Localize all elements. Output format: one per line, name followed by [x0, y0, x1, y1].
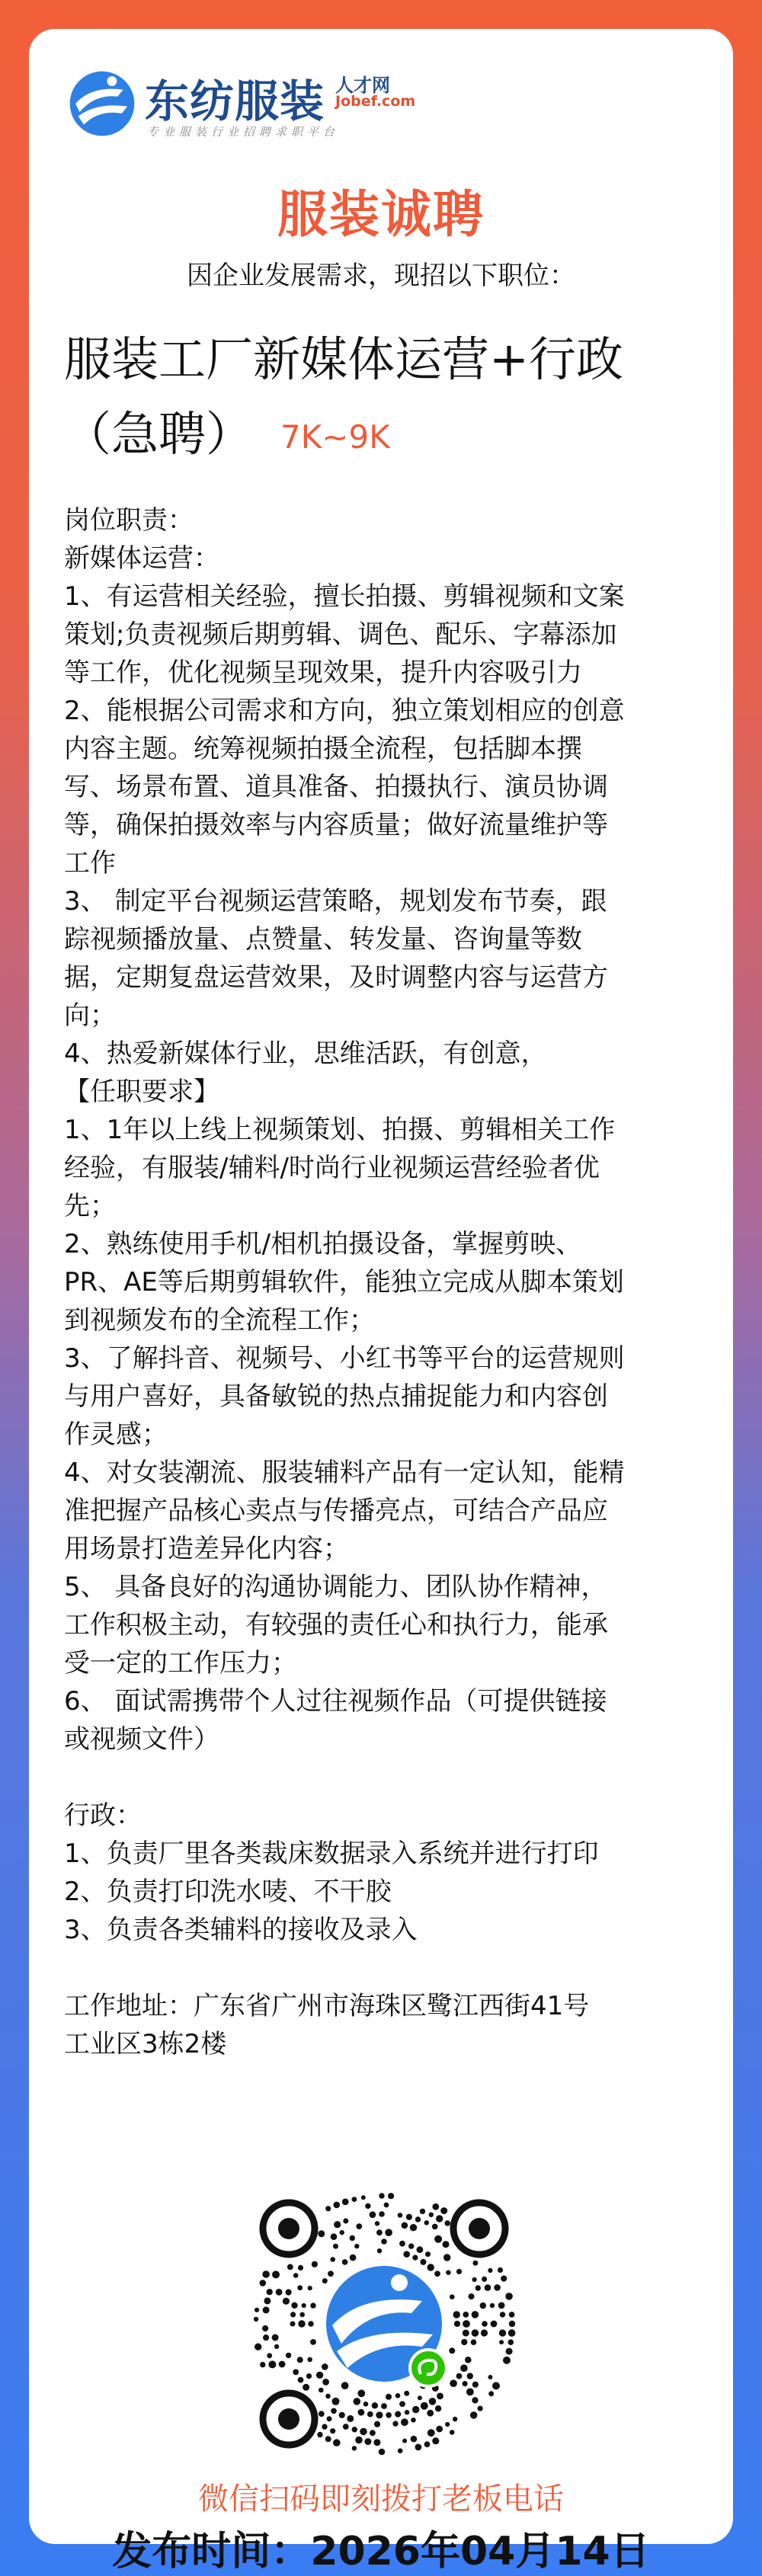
- qr-caption: 微信扫码即刻拨打老板电话: [198, 2482, 564, 2517]
- wechat-qr-code[interactable]: [247, 2187, 521, 2461]
- salary-range: 7K~9K: [280, 418, 390, 456]
- description-line: 1、1年以上线上视频策划、拍摄、剪辑相关工作: [64, 1115, 616, 1145]
- description-line: 先；: [64, 1191, 116, 1221]
- description-line: 与用户喜好，具备敏锐的热点捕捉能力和内容创: [64, 1381, 608, 1412]
- qr-code-graphic: [247, 2187, 521, 2461]
- job-description: [64, 501, 719, 2063]
- logo-name: 东纺服装: [145, 75, 325, 127]
- job-card: [29, 29, 733, 2574]
- site-logo[interactable]: [67, 62, 418, 150]
- description-line: 工作地址：广东省广州市海珠区鹭江西街41号: [64, 1991, 590, 2021]
- description-line: 3、 制定平台视频运营策略，规划发布节奏，跟: [64, 886, 607, 917]
- logo-slogan: 专业服装行业招聘求职平台: [147, 125, 340, 139]
- description-line: 用场景打造差异化内容；: [64, 1534, 349, 1564]
- description-line: 受一定的工作压力；: [64, 1648, 297, 1678]
- description-line: 向；: [64, 1000, 116, 1031]
- logo-domain: Jobef.com: [335, 93, 416, 110]
- description-line: 经验，有服装/辅料/时尚行业视频运营经验者优: [64, 1153, 600, 1183]
- description-line: 写、场景布置、道具准备、拍摄执行、演员协调: [64, 772, 608, 802]
- logo-subtitle: 人才网: [335, 75, 390, 96]
- description-line: 5、 具备良好的沟通协调能力、团队协作精神，: [64, 1572, 607, 1602]
- publish-date: 发布时间：2026年04月14日: [112, 2529, 650, 2574]
- logo-swirl-icon: [67, 69, 137, 139]
- description-line: 3、负责各类辅料的接收及录入: [64, 1915, 418, 1945]
- description-line: 到视频发布的全流程工作；: [64, 1305, 375, 1336]
- job-title-line2: [64, 397, 719, 475]
- description-line: 4、对女装潮流、服装辅料产品有一定认知，能精: [64, 1458, 625, 1488]
- description-line: 6、 面试需携带个人过往视频作品（可提供链接: [64, 1686, 607, 1717]
- intro-text: 因企业发展需求，现招以下职位：: [187, 261, 575, 291]
- page-heading: 服装诚聘: [277, 185, 485, 244]
- description-line: 内容主题。统筹视频拍摄全流程，包括脚本撰: [64, 734, 582, 764]
- description-line: 或视频文件）: [64, 1724, 219, 1755]
- job-title-line1: 服装工厂新媒体运营+行政: [64, 331, 623, 387]
- description-line: 行政：: [64, 1800, 142, 1831]
- description-line: 等，确保拍摄效率与内容质量；做好流量维护等: [64, 810, 608, 840]
- description-line: 2、能根据公司需求和方向，独立策划相应的创意: [64, 696, 625, 726]
- description-line: 等工作，优化视频呈现效果，提升内容吸引力: [64, 658, 582, 688]
- description-line: 据，定期复盘运营效果，及时调整内容与运营方: [64, 962, 608, 993]
- description-line: 策划;负责视频后期剪辑、调色、配乐、字幕添加: [64, 619, 617, 650]
- description-line: 新媒体运营：: [64, 543, 219, 574]
- description-line: 3、了解抖音、视频号、小红书等平台的运营规则: [64, 1343, 625, 1374]
- blank-line: [64, 1949, 719, 1987]
- description-line: 工业区3栋2楼: [64, 2029, 227, 2059]
- blank-line: [64, 1758, 719, 1797]
- description-line: 1、有运营相关经验，擅长拍摄、剪辑视频和文案: [64, 581, 625, 612]
- description-line: 工作积极主动，有较强的责任心和执行力，能承: [64, 1610, 608, 1640]
- description-line: 踪视频播放量、点赞量、转发量、咨询量等数: [64, 924, 582, 955]
- description-line: 准把握产品核心卖点与传播亮点，可结合产品应: [64, 1496, 608, 1526]
- description-line: 1、负责厂里各类裁床数据录入系统并进行打印: [64, 1838, 599, 1869]
- job-title: [64, 322, 719, 475]
- urgent-label: （急聘）: [64, 406, 254, 462]
- description-line: 4、热爱新媒体行业，思维活跃，有创意，: [64, 1038, 547, 1069]
- description-line: 作灵感；: [64, 1419, 168, 1450]
- description-line: PR、AE等后期剪辑软件，能独立完成从脚本策划: [64, 1267, 624, 1298]
- description-line: 2、熟练使用手机/相机拍摄设备，掌握剪映、: [64, 1229, 582, 1259]
- description-line: 工作: [64, 848, 116, 878]
- description-line: 2、负责打印洗水唛、不干胶: [64, 1877, 392, 1907]
- description-line: 【任职要求】: [64, 1077, 219, 1107]
- description-line: 岗位职责：: [64, 505, 194, 536]
